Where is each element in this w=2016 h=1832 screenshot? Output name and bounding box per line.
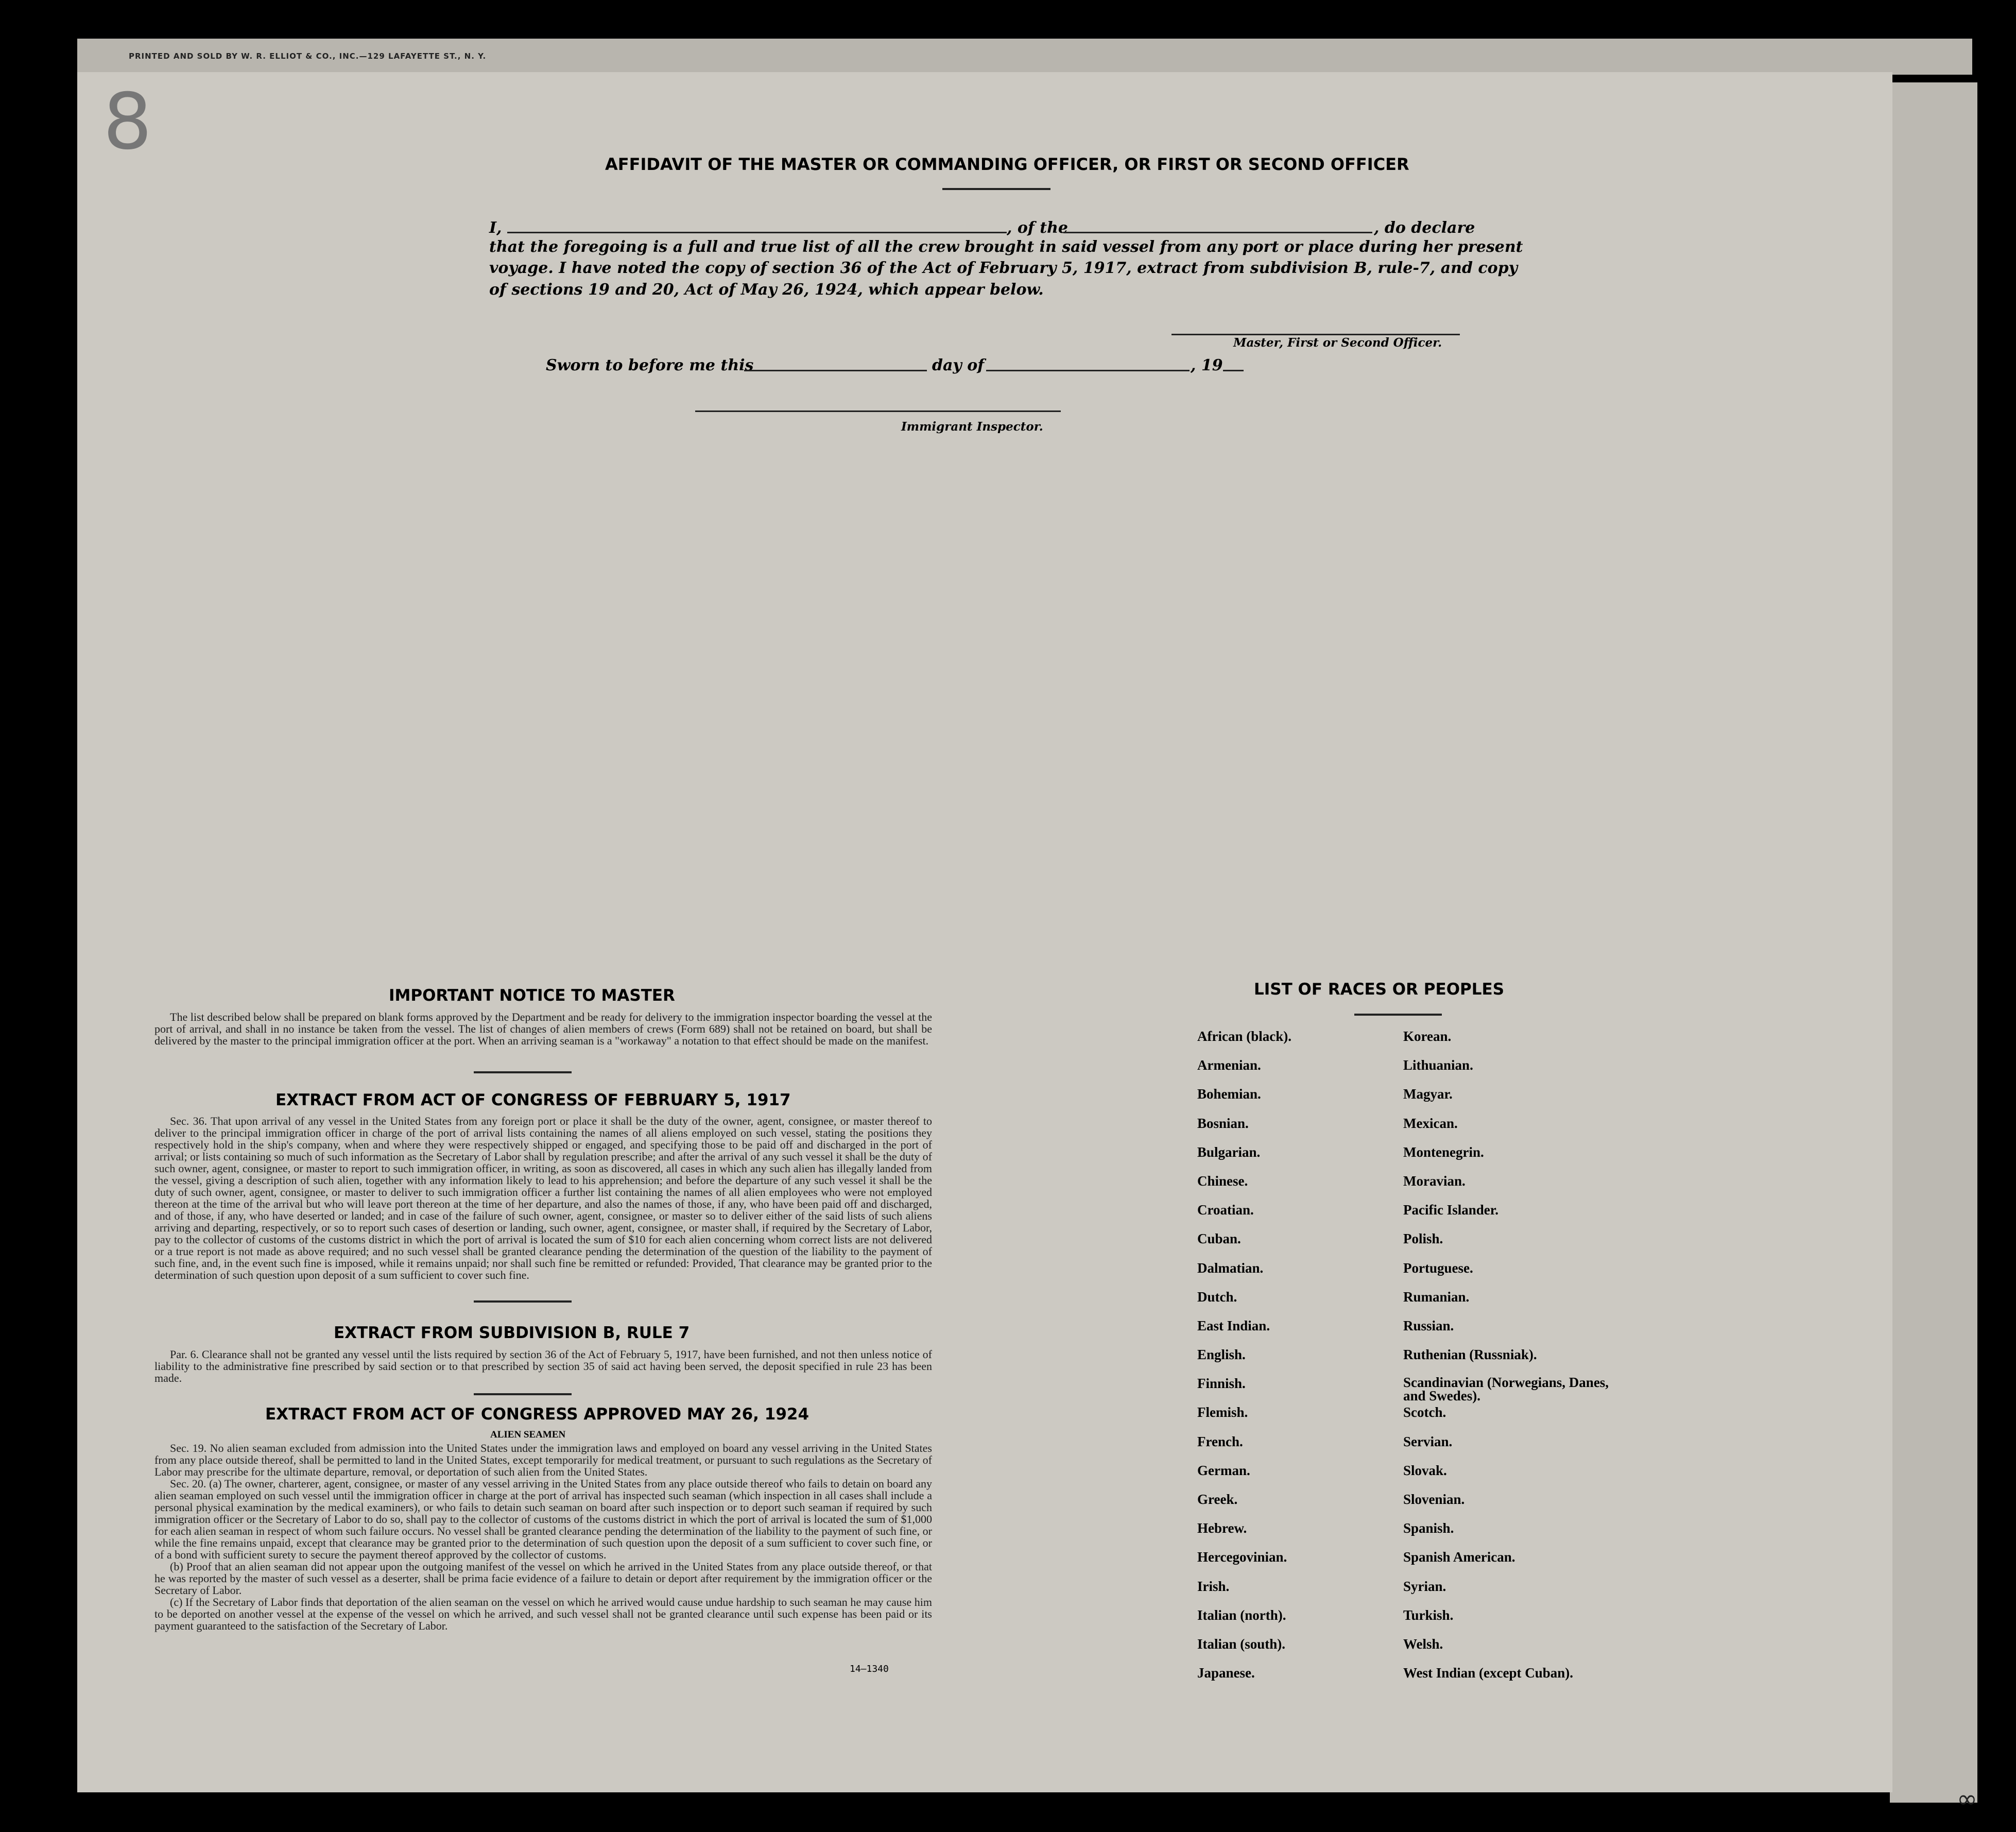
race-item: Pacific Islander. (1403, 1202, 1498, 1218)
extract-1917-divider (474, 1300, 572, 1303)
corner-mark: ∞ (1957, 1785, 1977, 1813)
subdivision-title: EXTRACT FROM SUBDIVISION B, RULE 7 (334, 1324, 690, 1342)
races-title: LIST OF RACES OR PEOPLES (1254, 980, 1505, 999)
race-item: Dalmatian. (1197, 1260, 1264, 1276)
race-item: English. (1197, 1347, 1246, 1363)
race-item: Slovak. (1403, 1462, 1447, 1478)
race-item: Hercegovinian. (1197, 1549, 1287, 1565)
race-item: Spanish. (1403, 1520, 1454, 1536)
sworn-day-blank (744, 370, 927, 371)
binder-edge (1890, 82, 1977, 1803)
race-item: Dutch. (1197, 1289, 1237, 1305)
race-item: Italian (south). (1197, 1636, 1286, 1652)
race-item: Russian. (1403, 1317, 1454, 1333)
sec-20b-paragraph: (b) Proof that an alien seaman did not appear upon the outgoing manifest of the vessel on which he arrived in the United States from any place outside thereof, or that he was reported by the master of such vessel as a deserter, shall be prima facie evidence of a failure to detain or deport after requirement by the immigration officer or the Secretary of Labor. (154, 1560, 932, 1597)
race-item: African (black). (1197, 1029, 1291, 1044)
race-item: Japanese. (1197, 1665, 1255, 1681)
race-item: Italian (north). (1197, 1607, 1286, 1623)
race-item: Finnish. (1197, 1376, 1246, 1392)
race-item: Chinese. (1197, 1173, 1248, 1189)
sworn-year-blank (1223, 370, 1244, 371)
sworn-label: Sworn to before me this (546, 356, 754, 374)
master-label: Master, First or Second Officer. (1233, 336, 1442, 350)
race-item: Welsh. (1403, 1636, 1443, 1652)
affidavit-do-declare: , do declare (1374, 219, 1475, 237)
year-prefix: , 19 (1191, 356, 1223, 374)
subdivision-divider (474, 1393, 572, 1395)
race-item: Turkish. (1403, 1607, 1454, 1623)
inspector-signature-line (695, 410, 1061, 412)
race-item: Croatian. (1197, 1202, 1254, 1218)
form-number: 14—1340 (850, 1664, 889, 1674)
affidavit-body-line-3: of sections 19 and 20, Act of May 26, 1924, which appear below. (489, 281, 1044, 299)
master-signature-line (1171, 334, 1460, 335)
races-right-column (1403, 1029, 1625, 1694)
day-of-label: day of (932, 356, 985, 374)
race-item: West Indian (except Cuban). (1403, 1665, 1574, 1681)
race-item: Moravian. (1403, 1173, 1466, 1189)
affidavit-of-the: , of the (1007, 219, 1069, 237)
race-item: Magyar. (1403, 1086, 1453, 1102)
race-item: Rumanian. (1403, 1289, 1470, 1305)
printer-line: PRINTED AND SOLD BY W. R. ELLIOT & CO., INC.—129 LAFAYETTE ST., N. Y. (129, 52, 487, 61)
inspector-label: Immigrant Inspector. (901, 420, 1043, 434)
sec-20a-paragraph: Sec. 20. (a) The owner, charterer, agent, consignee, or master of any vessel arriving in the United States from any place outside thereof who fails to detain on board any alien seaman employed on such vessel until the immigration officer in charge at the port of arrival has inspected such seaman (which inspection in all cases shall include a personal physical examination by the medical examiners), or who fails to detain such seaman on board after such inspection or to deport such seaman if required by such immigration officer or the Secretary of Labor to do so, shall pay to the collector of customs of the customs district in which the port of arrival is located the sum of $1,000 for each alien seaman in respect of whom such failure occurs. No vessel shall be granted clearance pending the determination of the liability to the payment of such fine, or while the fine remains unpaid, except that clearance may be granted prior to the determination of such question upon the deposit of a sum sufficient to cover such fine, or of a bond with sufficient surety to secure the payment thereof approved by the collector of customs. (154, 1477, 932, 1561)
notice-paragraph: The list described below shall be prepared on blank forms approved by the Department and be ready for delivery to the immigration inspector boarding the vessel at the port of arrival, and shall in no instance be taken from the vessel. The list of changes of alien members of crews (Form 689) shall not be retained on board, but shall be delivered by the master to the principal immigration officer at the port. When an arriving seaman is a "workaway" a notation to that effect should be made on the manifest. (154, 1011, 932, 1047)
extract-1924-text (154, 1442, 932, 1632)
race-item: Ruthenian (Russniak). (1403, 1347, 1537, 1363)
notice-divider (474, 1071, 572, 1073)
name-blank (507, 232, 1007, 233)
race-item: Bosnian. (1197, 1115, 1249, 1131)
notice-title: IMPORTANT NOTICE TO MASTER (389, 986, 675, 1005)
sworn-month-blank (986, 370, 1190, 371)
sheet-number: 8 (103, 77, 152, 167)
race-item: Greek. (1197, 1492, 1238, 1507)
race-item: Slovenian. (1403, 1492, 1465, 1507)
race-item: Syrian. (1403, 1578, 1446, 1594)
alien-seamen-subtitle: ALIEN SEAMEN (490, 1429, 566, 1440)
race-item: Montenegrin. (1403, 1144, 1484, 1160)
race-item: Lithuanian. (1403, 1057, 1473, 1073)
race-item: Hebrew. (1197, 1520, 1247, 1536)
race-item: Mexican. (1403, 1115, 1458, 1131)
race-item: Armenian. (1197, 1057, 1261, 1073)
race-item: Bohemian. (1197, 1086, 1261, 1102)
affidavit-divider (942, 188, 1050, 190)
race-item: Bulgarian. (1197, 1144, 1261, 1160)
race-item: Portuguese. (1403, 1260, 1473, 1276)
vessel-blank (1063, 232, 1372, 233)
sec-36-paragraph: Sec. 36. That upon arrival of any vessel in the United States from any foreign port or place it shall be the duty of the owner, agent, consignee, or master thereof to deliver to the principal immigration officer in charge of the port of arrival lists containing the names of all aliens employed on such vessel, stating the positions they respectively hold in the ship's company, when and where they were respectively shipped or engaged, and specifying those to be paid off and discharged in the port of arrival; or lists containing so much of such information as the Secretary of Labor shall by regulation prescribe; and after the arrival of any such vessel it shall be the duty of such owner, agent, consignee, or master to report to such immigration officer, in writing, as soon as discovered, all cases in which any such alien has illegally landed from the vessel, giving a description of such alien, together with any information likely to lead to his apprehension; and before the departure of any such vessel it shall be the duty of such owner, agent, consignee, or master to deliver to such immigration officer a further list containing the names of all alien employees who were not employed thereon at the time of the arrival but who will leave port thereon at the time of her departure, and also the names of those, if any, who have been paid off and discharged, and of those, if any, who have deserted or landed; and in case of the failure of such owner, agent, consignee, or master so to deliver either of the said lists of such aliens arriving and departing, respectively, or so to report such cases of desertion or landing, such owner, agent, consignee, or master shall, if required by the Secretary of Labor, pay to the collector of customs of the customs district in which the port of arrival is located the sum of $10 for each alien concerning whom correct lists are not delivered or a true report is not made as above required; and no such vessel shall be granted clearance pending the determination of the question of the liability to the payment of such fine, and, in the event such fine is imposed, while it remains unpaid; nor shall such fine be remitted or refunded: Provided, That clearance may be granted prior to the determination of such question upon deposit of a sum sufficient to cover such fine. (154, 1115, 932, 1281)
race-item: Irish. (1197, 1578, 1230, 1594)
sec-19-paragraph: Sec. 19. No alien seaman excluded from admission into the United States under the immigration laws and employed on board any vessel arriving in the United States from any place outside thereof, shall be permitted to land in the United States, except temporarily for medical treatment, or pursuant to such regulations as the Secretary of Labor may prescribe for the ultimate departure, removal, or deportation of such alien from the United States. (154, 1442, 932, 1478)
sec-20c-paragraph: (c) If the Secretary of Labor finds that deportation of the alien seaman on the vessel on which he arrived would cause undue hardship to such seaman he may cause him to be deported on another vessel at the expense of the vessel on which he arrived, and such vessel shall not be granted clearance until such expense has been paid or its payment guaranteed to the satisfaction of the Secretary of Labor. (154, 1596, 932, 1632)
race-item: East Indian. (1197, 1317, 1270, 1333)
extract-1917-text (154, 1115, 932, 1281)
race-item: French. (1197, 1433, 1243, 1449)
affidavit-title: AFFIDAVIT OF THE MASTER OR COMMANDING OFFICER, OR FIRST OR SECOND OFFICER (605, 155, 1409, 174)
extract-1924-title: EXTRACT FROM ACT OF CONGRESS APPROVED MAY 26, 1924 (265, 1405, 809, 1424)
race-item: Servian. (1403, 1433, 1453, 1449)
subdivision-text (154, 1348, 932, 1384)
affidavit-body-line-2: voyage. I have noted the copy of section 36 of the Act of February 5, 1917, extract from subdivision B, rule-7, and copy (489, 259, 1518, 277)
par-6-paragraph: Par. 6. Clearance shall not be granted any vessel until the lists required by section 36 of the Act of February 5, 1917, have been furnished, and not then unless notice of liability to the administrative fine prescribed by said section or to that prescribed by section 35 of said act having been served, the deposit specified in rule 23 has been made. (154, 1348, 932, 1384)
notice-text (154, 1011, 932, 1047)
extract-1917-title: EXTRACT FROM ACT OF CONGRESS OF FEBRUARY 5, 1917 (275, 1091, 791, 1109)
races-divider (1354, 1014, 1442, 1016)
races-left-column (1197, 1029, 1393, 1694)
affidavit-body-line-1: that the foregoing is a full and true list of all the crew brought in said vessel from any port or place during her present (489, 238, 1523, 256)
race-item: Polish. (1403, 1231, 1443, 1247)
race-item: Flemish. (1197, 1405, 1248, 1420)
race-item: Cuban. (1197, 1231, 1241, 1247)
race-item: Korean. (1403, 1029, 1452, 1044)
race-item: German. (1197, 1462, 1250, 1478)
race-item: Scandinavian (Norwegians, Danes, and Swedes). (1403, 1375, 1609, 1404)
race-item: Scotch. (1403, 1405, 1446, 1420)
affidavit-i-label: I, (489, 219, 502, 237)
race-item: Spanish American. (1403, 1549, 1515, 1565)
